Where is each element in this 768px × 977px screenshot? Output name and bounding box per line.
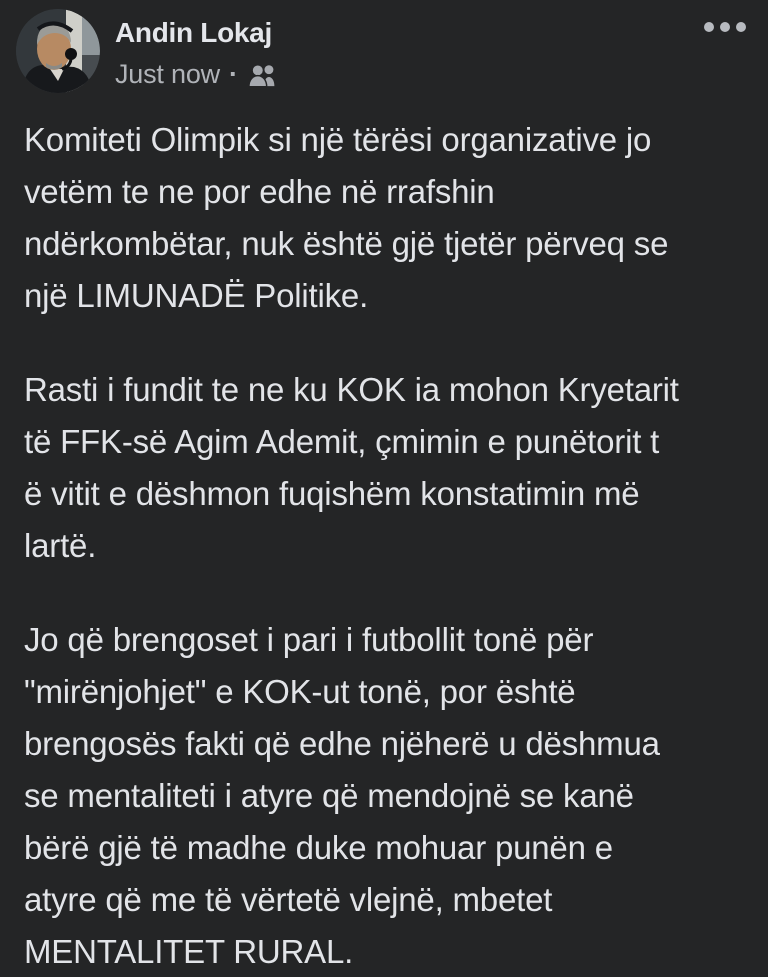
post-text-line: të FFK-së Agim Ademit, çmimin e punëtorit t <box>24 423 660 460</box>
post-text-line: ndërkombëtar, nuk është gjë tjetër përveq se <box>24 225 669 262</box>
post-header <box>0 0 768 93</box>
post-text-line: vetëm te ne por edhe në rrafshin <box>24 173 495 210</box>
avatar-photo-icon <box>16 9 100 93</box>
post-text-line: ë vitit e dëshmon fuqishëm konstatimin më <box>24 475 640 512</box>
post-text-line: atyre që me të vërtetë vlejnë, mbetet <box>24 881 553 918</box>
post-text-line: bërë gjë të madhe duke mohuar punën e <box>24 829 613 866</box>
post-text-line: lartë. <box>24 527 97 564</box>
post-text-line: "mirënjohjet" e KOK-ut tonë, por është <box>24 673 576 710</box>
friends-audience-icon <box>247 62 277 88</box>
post-text-line: Komiteti Olimpik si një tërësi organizative jo <box>24 121 652 158</box>
post-text-line: një LIMUNADË Politike. <box>24 277 369 314</box>
author-avatar[interactable] <box>16 9 100 93</box>
more-options-button[interactable] <box>696 14 754 40</box>
post-paragraph <box>24 364 744 572</box>
ellipsis-dot <box>736 22 746 32</box>
post-paragraph <box>24 114 744 322</box>
post-timestamp[interactable]: Just now <box>115 59 220 89</box>
header-text-block <box>115 9 277 90</box>
post-meta-row <box>115 58 277 90</box>
post-content <box>0 114 768 977</box>
post-text-line: brengosës fakti që edhe njëherë u dëshmua <box>24 725 660 762</box>
author-name[interactable]: Andin Lokaj <box>115 17 272 48</box>
post-paragraph <box>24 614 744 977</box>
ellipsis-dot <box>720 22 730 32</box>
post-text-line: Rasti i fundit te ne ku KOK ia mohon Kryetarit <box>24 371 679 408</box>
post-text-line: MENTALITET RURAL. <box>24 933 354 970</box>
ellipsis-dot <box>704 22 714 32</box>
meta-separator: · <box>228 59 238 89</box>
post-text-line: se mentaliteti i atyre që mendojnë se kanë <box>24 777 634 814</box>
post-text-line: Jo që brengoset i pari i futbollit tonë për <box>24 621 594 658</box>
